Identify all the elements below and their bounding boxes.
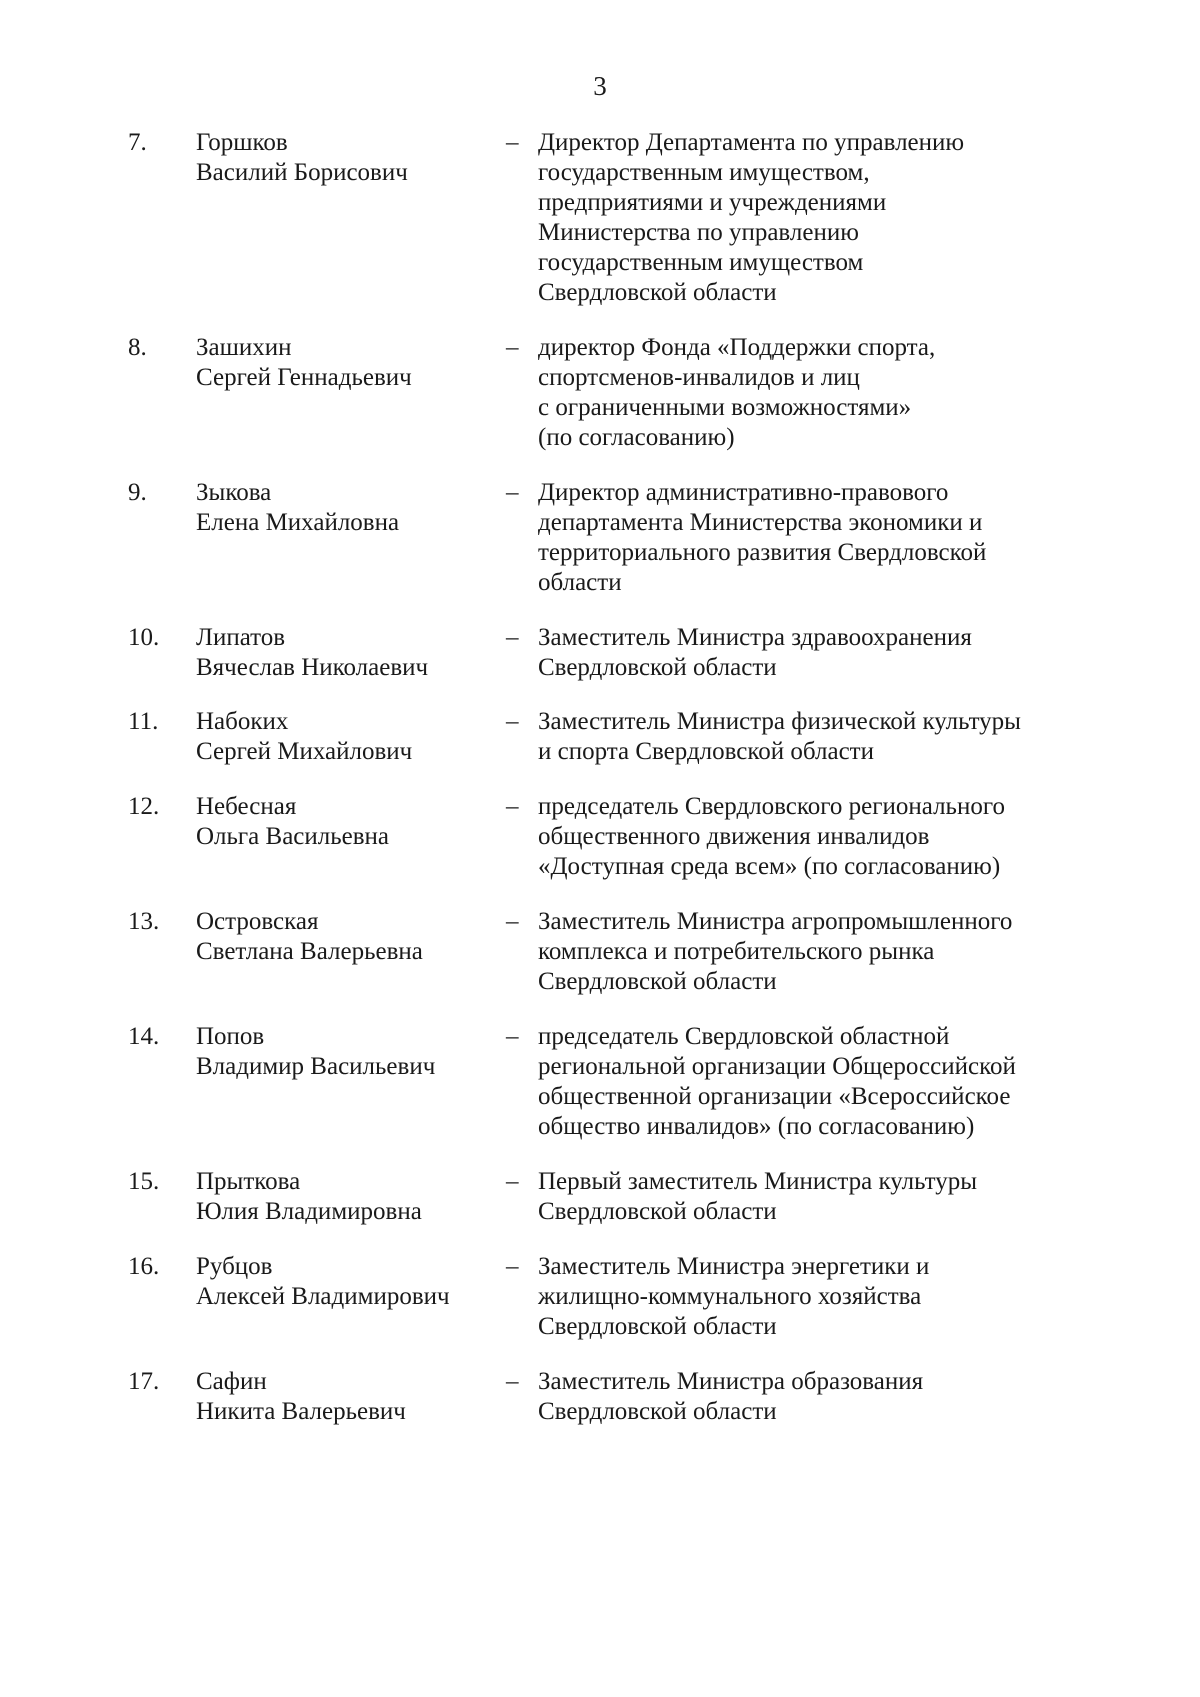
member-given-name: Светлана Валерьевна [196, 938, 423, 965]
dash-separator: – [506, 624, 519, 651]
dash-separator: – [506, 1253, 519, 1280]
position-line: Директор административно-правового [538, 479, 949, 506]
position-line: Свердловской области [538, 1198, 777, 1225]
member-position [538, 907, 1158, 997]
dash-separator: – [506, 1368, 519, 1395]
member-given-name: Елена Михайловна [196, 509, 400, 536]
position-line: Заместитель Министра физической культуры [538, 708, 1021, 735]
item-number: 14. [128, 1023, 160, 1050]
item-number: 8. [128, 334, 147, 361]
member-given-name: Вячеслав Николаевич [196, 654, 429, 681]
position-line: департамента Министерства экономики и [538, 509, 983, 536]
member-given-name: Ольга Васильевна [196, 823, 390, 850]
item-number: 11. [128, 708, 159, 735]
dash-separator: – [506, 334, 519, 361]
position-line: председатель Свердловского регионального [538, 793, 1005, 820]
member-given-name: Василий Борисович [196, 159, 408, 186]
position-line: Свердловской области [538, 1313, 777, 1340]
position-line: общество инвалидов» (по согласованию) [538, 1113, 975, 1140]
position-line: общественной организации «Всероссийское [538, 1083, 1011, 1110]
position-line: Министерства по управлению [538, 219, 859, 246]
position-line: спортсменов-инвалидов и лиц [538, 364, 860, 391]
member-name [196, 792, 496, 852]
member-surname: Набоких [196, 708, 289, 735]
position-line: Заместитель Министра здравоохранения [538, 624, 972, 651]
dash-separator: – [506, 793, 519, 820]
member-name [196, 478, 496, 538]
position-line: государственным имуществом, [538, 159, 870, 186]
member-surname: Островская [196, 908, 319, 935]
member-position [538, 707, 1158, 767]
member-given-name: Алексей Владимирович [196, 1283, 450, 1310]
dash-separator: – [506, 129, 519, 156]
position-line: и спорта Свердловской области [538, 738, 874, 765]
member-surname: Небесная [196, 793, 297, 820]
position-line: Свердловской области [538, 968, 777, 995]
member-name [196, 1252, 496, 1312]
member-name [196, 1167, 496, 1227]
member-surname: Зашихин [196, 334, 292, 361]
position-line: территориального развития Свердловской [538, 539, 987, 566]
member-given-name: Сергей Михайлович [196, 738, 413, 765]
member-position [538, 623, 1158, 683]
member-position [538, 1022, 1158, 1142]
member-surname: Горшков [196, 129, 288, 156]
member-position [538, 128, 1158, 308]
dash-separator: – [506, 908, 519, 935]
position-line: Первый заместитель Министра культуры [538, 1168, 977, 1195]
position-line: председатель Свердловской областной [538, 1023, 950, 1050]
position-line: Заместитель Министра агропромышленного [538, 908, 1013, 935]
position-line: жилищно-коммунального хозяйства [538, 1283, 922, 1310]
member-name [196, 128, 496, 188]
dash-separator: – [506, 1168, 519, 1195]
member-surname: Рубцов [196, 1253, 273, 1280]
item-number: 17. [128, 1368, 160, 1395]
page-number: 3 [593, 71, 607, 101]
item-number: 9. [128, 479, 147, 506]
member-name [196, 333, 496, 393]
member-name [196, 1022, 496, 1082]
member-name [196, 623, 496, 683]
member-surname: Зыкова [196, 479, 272, 506]
member-name [196, 707, 496, 767]
member-given-name: Сергей Геннадьевич [196, 364, 412, 391]
member-position [538, 478, 1158, 598]
dash-separator: – [506, 1023, 519, 1050]
position-line: с ограниченными возможностями» [538, 394, 912, 421]
position-line: Свердловской области [538, 279, 777, 306]
position-line: «Доступная среда всем» (по согласованию) [538, 853, 1001, 880]
member-position [538, 1167, 1158, 1227]
item-number: 10. [128, 624, 160, 651]
member-surname: Прыткова [196, 1168, 301, 1195]
position-line: (по согласованию) [538, 424, 735, 451]
position-line: государственным имуществом [538, 249, 864, 276]
position-line: региональной организации Общероссийской [538, 1053, 1016, 1080]
item-number: 13. [128, 908, 160, 935]
position-line: Заместитель Министра энергетики и [538, 1253, 930, 1280]
item-number: 15. [128, 1168, 160, 1195]
member-given-name: Никита Валерьевич [196, 1398, 406, 1425]
item-number: 7. [128, 129, 147, 156]
member-name [196, 907, 496, 967]
member-given-name: Владимир Васильевич [196, 1053, 436, 1080]
item-number: 16. [128, 1253, 160, 1280]
position-line: Директор Департамента по управлению [538, 129, 965, 156]
member-given-name: Юлия Владимировна [196, 1198, 422, 1225]
position-line: области [538, 569, 622, 596]
position-line: общественного движения инвалидов [538, 823, 930, 850]
position-line: Заместитель Министра образования [538, 1368, 924, 1395]
member-name [196, 1367, 496, 1427]
member-surname: Липатов [196, 624, 286, 651]
item-number: 12. [128, 793, 160, 820]
position-line: Свердловской области [538, 1398, 777, 1425]
member-surname: Попов [196, 1023, 265, 1050]
dash-separator: – [506, 708, 519, 735]
position-line: Свердловской области [538, 654, 777, 681]
position-line: комплекса и потребительского рынка [538, 938, 935, 965]
position-line: предприятиями и учреждениями [538, 189, 887, 216]
member-position [538, 792, 1158, 882]
member-position [538, 1367, 1158, 1427]
position-line: директор Фонда «Поддержки спорта, [538, 334, 936, 361]
member-surname: Сафин [196, 1368, 267, 1395]
member-position [538, 333, 1158, 453]
dash-separator: – [506, 479, 519, 506]
member-position [538, 1252, 1158, 1342]
